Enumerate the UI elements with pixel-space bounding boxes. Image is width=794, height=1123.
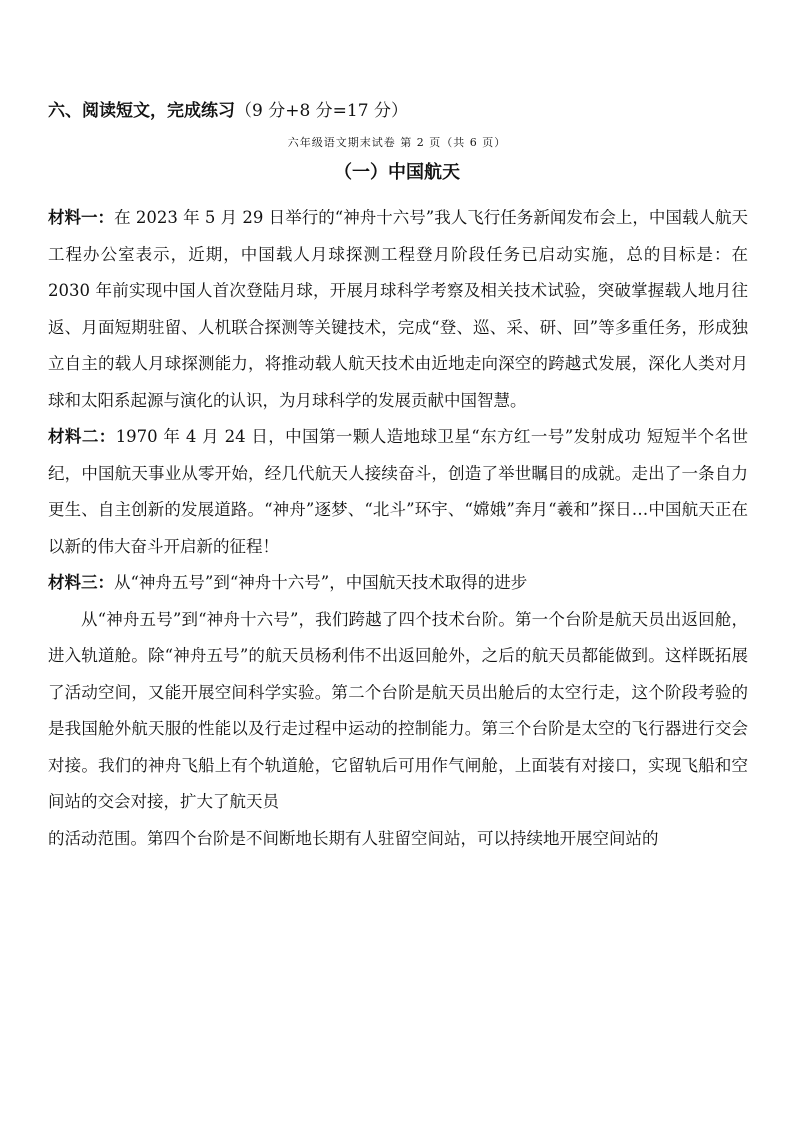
material-three-title: 从“神舟五号”到“神舟十六号”，中国航天技术取得的进步 [114, 573, 528, 592]
material-three-paragraph: 从“神舟五号”到“神舟十六号”，我们跨越了四个技术台阶。第一个台阶是航天员出返回舱，进入轨道舱。除“神舟五号”的航天员杨利伟不出返回舱外，之后的航天员都能做到。这样既拓展了活动空间，又能开展空间科学实验。第二个台阶是航天员出舱后的太空行走，这个阶段考验的是我国舱外航天服的性能以及行走过程中运动的控制能力。第三个台阶是太空的飞行器进行交会对接。我们的神舟飞船上有个轨道舱，它留轨后可用作气闸舱，上面装有对接口，实现飞船和空间站的交会对接，扩大了航天员 [48, 609, 748, 811]
material-three-continuation: 的活动范围。第四个台阶是不间断地长期有人驻留空间站，可以持续地开展空间站的 [48, 828, 659, 848]
section-heading-score: （9 分+8 分=17 分） [235, 101, 408, 121]
material-three-heading [48, 565, 748, 602]
material-one-text: 在 2023 年 5 月 29 日举行的“神舟十六号”我人飞行任务新闻发布会上，中国载人航天工程办公室表示，近期，中国载人月球探测工程登月阶段任务已启动实施，总的目标是：在 2030 年前实现中国人首次登陆月球，开展月球科学考察及相关技术试验，突破掌握载人地月往返、月面短期驻留、人机联合探测等关键技术，完成“登、巡、采、研、回”等多重任务，形成独立自主的载人月球探测能力，将推动载人航天技术由近地走向深空的跨越式发展，深化人类对月球和太阳系起源与演化的认识，为月球科学的发展贡献中国智慧。 [48, 208, 749, 410]
material-three-label: 材料三： [48, 573, 114, 592]
page-number-footer: 六年级语文期末试卷 第 2 页（共 6 页） [287, 136, 507, 149]
passage-body [48, 200, 748, 857]
material-one-paragraph [48, 200, 748, 419]
material-two-label: 材料二： [48, 427, 116, 446]
section-heading [48, 99, 408, 123]
material-two-text: 1970 年 4 月 24 日，中国第一颗人造地球卫星“东方红一号”发射成功 短短半个名世纪，中国航天事业从零开始，经几代航天人接续奋斗，创造了举世瞩目的成就。走出了一条自力更生、自主创新的发展道路。“神舟”逐梦、“北斗”环宇、“嫦娥”奔月“羲和”探日…中国航天正在以新的伟大奋斗开启新的征程！ [48, 427, 749, 556]
section-heading-title: 六、阅读短文，完成练习 [48, 101, 235, 121]
passage-title: （一）中国航天 [334, 162, 460, 183]
material-one-label: 材料一： [48, 208, 115, 227]
material-two-paragraph [48, 419, 748, 565]
